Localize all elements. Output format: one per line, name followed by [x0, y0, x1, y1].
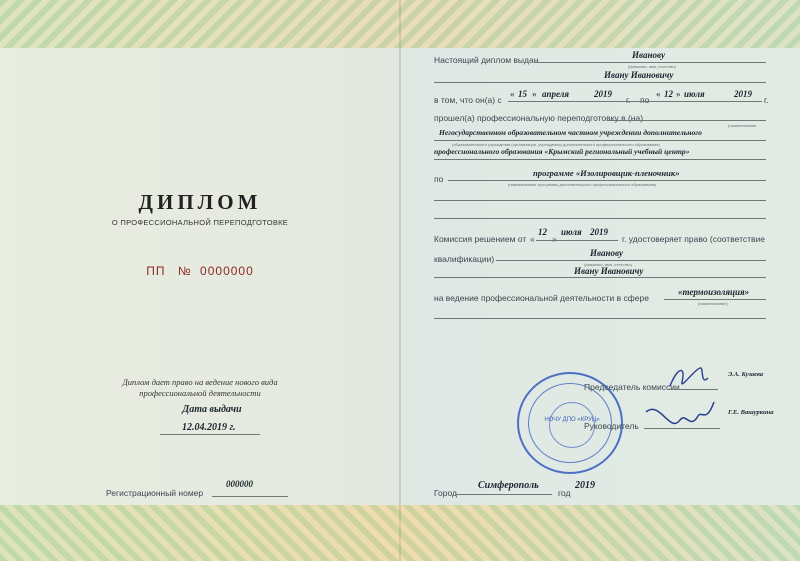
org-line-1-rule: [434, 140, 766, 141]
serial-number: [0, 264, 400, 278]
field-hint: (наименование): [698, 301, 728, 306]
serial-no-sign: №: [177, 264, 192, 278]
commission-label: Комиссия решением от: [434, 234, 527, 244]
diploma-subtitle: О ПРОФЕССИОНАЛЬНОЙ ПЕРЕПОДГОТОВКЕ: [111, 218, 289, 227]
rights-line-1: Диплом дает право на ведение нового вида: [122, 377, 278, 387]
blank-line-1: [434, 200, 766, 201]
city-line: [456, 494, 552, 495]
head-label: Руководитель: [584, 421, 639, 431]
org-line-2-rule: [434, 159, 766, 160]
passed-line: [608, 120, 766, 121]
commission-quote-1: «: [530, 234, 535, 244]
head-signature: [640, 394, 720, 442]
quote-1: «: [510, 89, 515, 99]
passed-label: прошел(а) профессиональную переподготовку в (на): [434, 113, 644, 123]
commission-rest: г. удостоверяет право (соответствие: [622, 234, 765, 244]
program-label: по: [434, 174, 444, 184]
issue-date-value: 12.04.2019 г.: [182, 422, 236, 433]
reg-number-label: Регистрационный номер: [106, 488, 204, 498]
commission-quote-2: »: [552, 234, 557, 244]
start-day: 15: [518, 89, 527, 99]
qualification-label: квалификации): [434, 254, 495, 264]
chair-signature: [664, 360, 714, 394]
surname-line: [534, 62, 766, 63]
period-to: по: [640, 95, 650, 105]
program-hint: (наименование программы дополнительного профессионального образования): [508, 182, 657, 187]
qualification-name-line: [434, 277, 766, 278]
seal-text: НОЧУ ДПО «КРУЦ»: [544, 417, 600, 423]
field-label: на ведение профессиональной деятельности в сфере: [434, 293, 649, 303]
blank-line-2: [434, 218, 766, 219]
end-day: 12: [664, 89, 673, 99]
fio-hint: (фамилия, имя, отчество): [628, 64, 676, 69]
year-suffix-1: г.: [626, 95, 631, 105]
qualification-surname: Иванову: [590, 248, 623, 258]
issue-date-line: [160, 434, 260, 435]
serial-prefix: ПП: [146, 264, 166, 278]
chair-label: Председатель комиссии: [584, 382, 680, 392]
year-value: 2019: [575, 480, 595, 491]
issue-date-label: Дата выдачи: [182, 404, 242, 415]
qualification-name: Ивану Ивановичу: [574, 266, 644, 276]
org-line-2: профессионального образования «Крымский региональный учебный центр»: [434, 147, 690, 156]
period-prefix: в том, что он(а) с: [434, 95, 502, 105]
org-hint: (образовательного учреждения (организации, учреждения) дополнительного профессионального образования): [452, 142, 660, 147]
reg-number-line: [212, 496, 288, 497]
quote-3: «: [656, 89, 661, 99]
chair-name: Э.А. Кузаева: [728, 371, 764, 378]
field-value: «термоизоляция»: [678, 287, 750, 297]
commission-day: 12: [538, 227, 547, 237]
quote-4: »: [676, 89, 681, 99]
program-line: [448, 180, 766, 181]
start-month: апреля: [542, 89, 570, 99]
qualification-hint: (фамилия, имя, отчество): [584, 262, 632, 267]
field-line: [664, 299, 766, 300]
start-year: 2019: [594, 89, 612, 99]
surname-value: Иванову: [632, 50, 665, 60]
issued-to-label: Настоящий диплом выдан: [434, 55, 539, 65]
name-patronymic-value: Ивану Ивановичу: [604, 70, 674, 80]
commission-month: июля: [561, 227, 582, 237]
serial-digits: 0000000: [200, 264, 254, 278]
year-suffix-2: г.: [764, 95, 769, 105]
program-value: программе «Изолировщик-пленочник»: [533, 168, 680, 178]
rights-line-2: профессиональной деятельности: [139, 388, 261, 398]
city-value: Симферополь: [478, 480, 539, 491]
end-month: июля: [684, 89, 705, 99]
name-hint: (наименование: [728, 123, 757, 128]
head-name: Г.Е. Вашуркина: [728, 409, 774, 416]
commission-date-line: [536, 240, 618, 241]
qualification-line: [496, 260, 766, 261]
commission-year: 2019: [590, 227, 608, 237]
city-label: Город: [434, 488, 457, 498]
year-label: год: [558, 488, 571, 498]
blank-line-3: [434, 318, 766, 319]
page-fold: [399, 0, 401, 561]
end-year: 2019: [734, 89, 752, 99]
name-line: [434, 82, 766, 83]
period-line: [508, 101, 762, 102]
diploma-title: ДИПЛОМ: [138, 190, 262, 214]
quote-2: »: [532, 89, 537, 99]
reg-number-value: 000000: [226, 479, 253, 489]
org-line-1: Негосударственном образовательном частном учреждении дополнительного: [439, 128, 702, 137]
